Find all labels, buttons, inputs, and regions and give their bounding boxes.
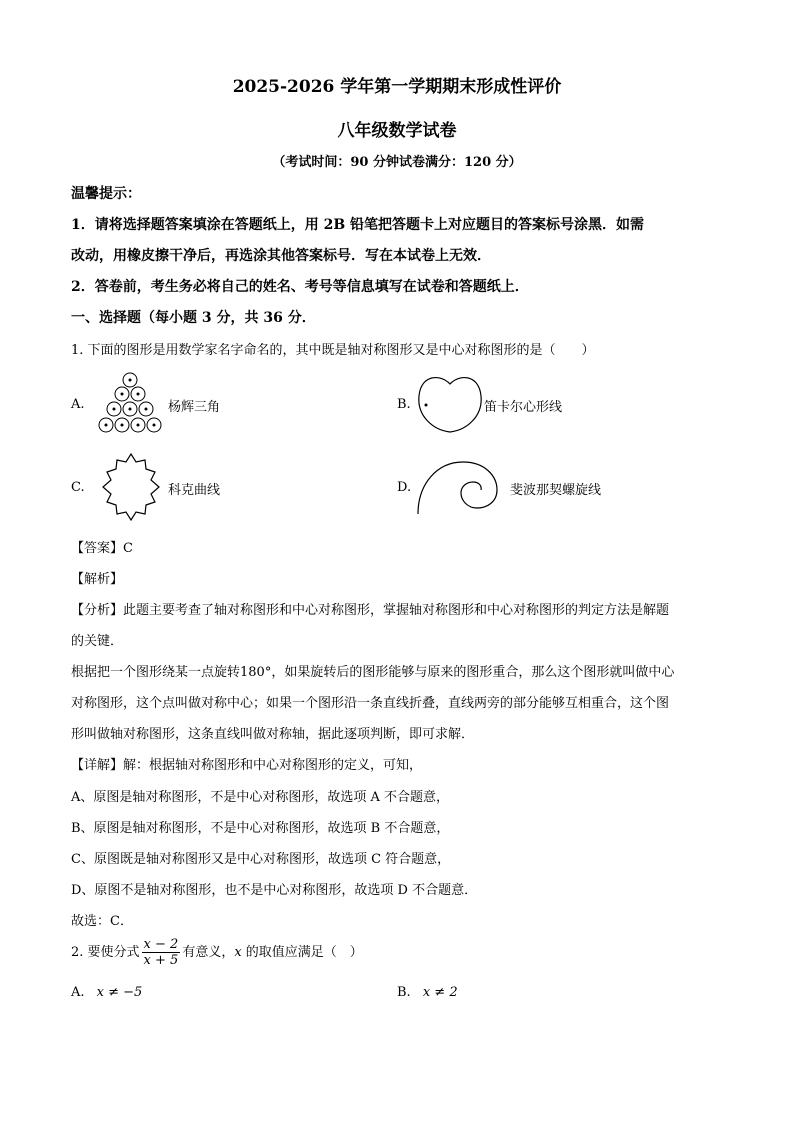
q1-analysis-line5: 形叫做轴对称图形，这条直线叫做对称轴，据此逐项判断，即可求解． <box>71 727 475 742</box>
q1-detail-line1: 【详解】解：根据轴对称图形和中心对称图形的定义，可知， <box>71 758 423 773</box>
q1-option-d-letter: D. <box>397 480 412 495</box>
q2-option-a <box>71 985 142 1000</box>
q2-stem-suffix: 有意义， <box>182 945 235 960</box>
q1-option-d-label: 斐波那契螺旋线 <box>510 483 602 498</box>
q2-option-b-letter: B. <box>397 985 411 1000</box>
q1-option-a-letter: A. <box>71 397 85 412</box>
q1-analysis-line1: 【分析】此题主要考查了轴对称图形和中心对称图形，掌握轴对称图形和中心对称图形的判定方法是解题 <box>71 603 670 618</box>
tips-heading: 温馨提示： <box>71 186 141 202</box>
exam-info: （考试时间：90 分钟试卷满分：120 分） <box>272 155 522 170</box>
tips-item1-line2: 改动，用橡皮擦干净后，再选涂其他答案标号．写在本试卷上无效． <box>71 248 491 264</box>
q2-stem-var: x <box>234 945 242 960</box>
koch-curve-figure <box>96 452 166 522</box>
q1-detail-a: A、原图是轴对称图形，不是中心对称图形，故选项 A 不合题意， <box>71 790 450 805</box>
q1-analysis-line3: 根据把一个图形绕某一点旋转180°，如果旋转后的图形能够与原来的图形重合，那么这个图形就叫做中心 <box>71 665 675 680</box>
q1-option-c-label: 科克曲线 <box>168 483 221 498</box>
q1-option-b-letter: B. <box>397 397 411 412</box>
exam-title: 2025-2026 学年第一学期期末形成性评价 <box>232 77 562 97</box>
tips-item1-line1: 1．请将选择题答案填涂在答题纸上，用 2B 铅笔把答题卡上对应题目的答案标号涂黑．如需 <box>71 217 645 233</box>
q2-stem <box>71 936 363 970</box>
exam-subtitle: 八年级数学试卷 <box>337 121 457 141</box>
q1-conclusion: 故选：C． <box>71 914 133 929</box>
q2-option-a-expr: x ≠ −5 <box>96 985 143 1000</box>
q2-option-b-expr: x ≠ 2 <box>422 985 458 1000</box>
yang-hui-triangle-figure <box>90 370 170 440</box>
q1-detail-c: C、原图既是轴对称图形又是中心对称图形，故选项 C 符合题意， <box>71 852 451 867</box>
q2-stem-end: 的取值应满足（ ） <box>241 945 363 960</box>
q2-fraction-denominator: x + 5 <box>143 953 179 968</box>
q2-fraction-numerator: x − 2 <box>143 937 179 952</box>
section1-heading: 一、选择题（每小题 3 分，共 36 分． <box>71 310 316 326</box>
q2-fraction <box>142 937 181 968</box>
q1-detail-b: B、原图是轴对称图形，不是中心对称图形，故选项 B 不合题意， <box>71 821 450 836</box>
q1-jiexi: 【解析】 <box>71 572 124 587</box>
q1-answer: 【答案】C <box>71 541 133 556</box>
fibonacci-spiral-figure <box>415 456 505 516</box>
q2-stem-prefix: 2. 要使分式 <box>71 945 140 960</box>
q1-option-b-label: 笛卡尔心形线 <box>484 400 563 415</box>
tips-item2: 2．答卷前，考生务必将自己的姓名、考号等信息填写在试卷和答题纸上． <box>71 279 529 295</box>
q1-stem: 1. 下面的图形是用数学家名字命名的，其中既是轴对称图形又是中心对称图形的是（ ） <box>71 343 595 358</box>
q1-detail-d: D、原图不是轴对称图形，也不是中心对称图形，故选项 D 不合题意． <box>71 883 478 898</box>
q1-analysis-line4: 对称图形，这个点叫做对称中心；如果一个图形沿一条直线折叠，直线两旁的部分能够互相重合，这个图 <box>71 696 670 711</box>
cardioid-figure <box>413 374 488 434</box>
q1-analysis-line2: 的关键． <box>71 634 124 649</box>
q2-option-b <box>397 985 458 1000</box>
q2-option-a-letter: A. <box>71 985 85 1000</box>
q1-option-c-letter: C. <box>71 480 85 495</box>
q1-option-a-label: 杨辉三角 <box>168 400 221 415</box>
